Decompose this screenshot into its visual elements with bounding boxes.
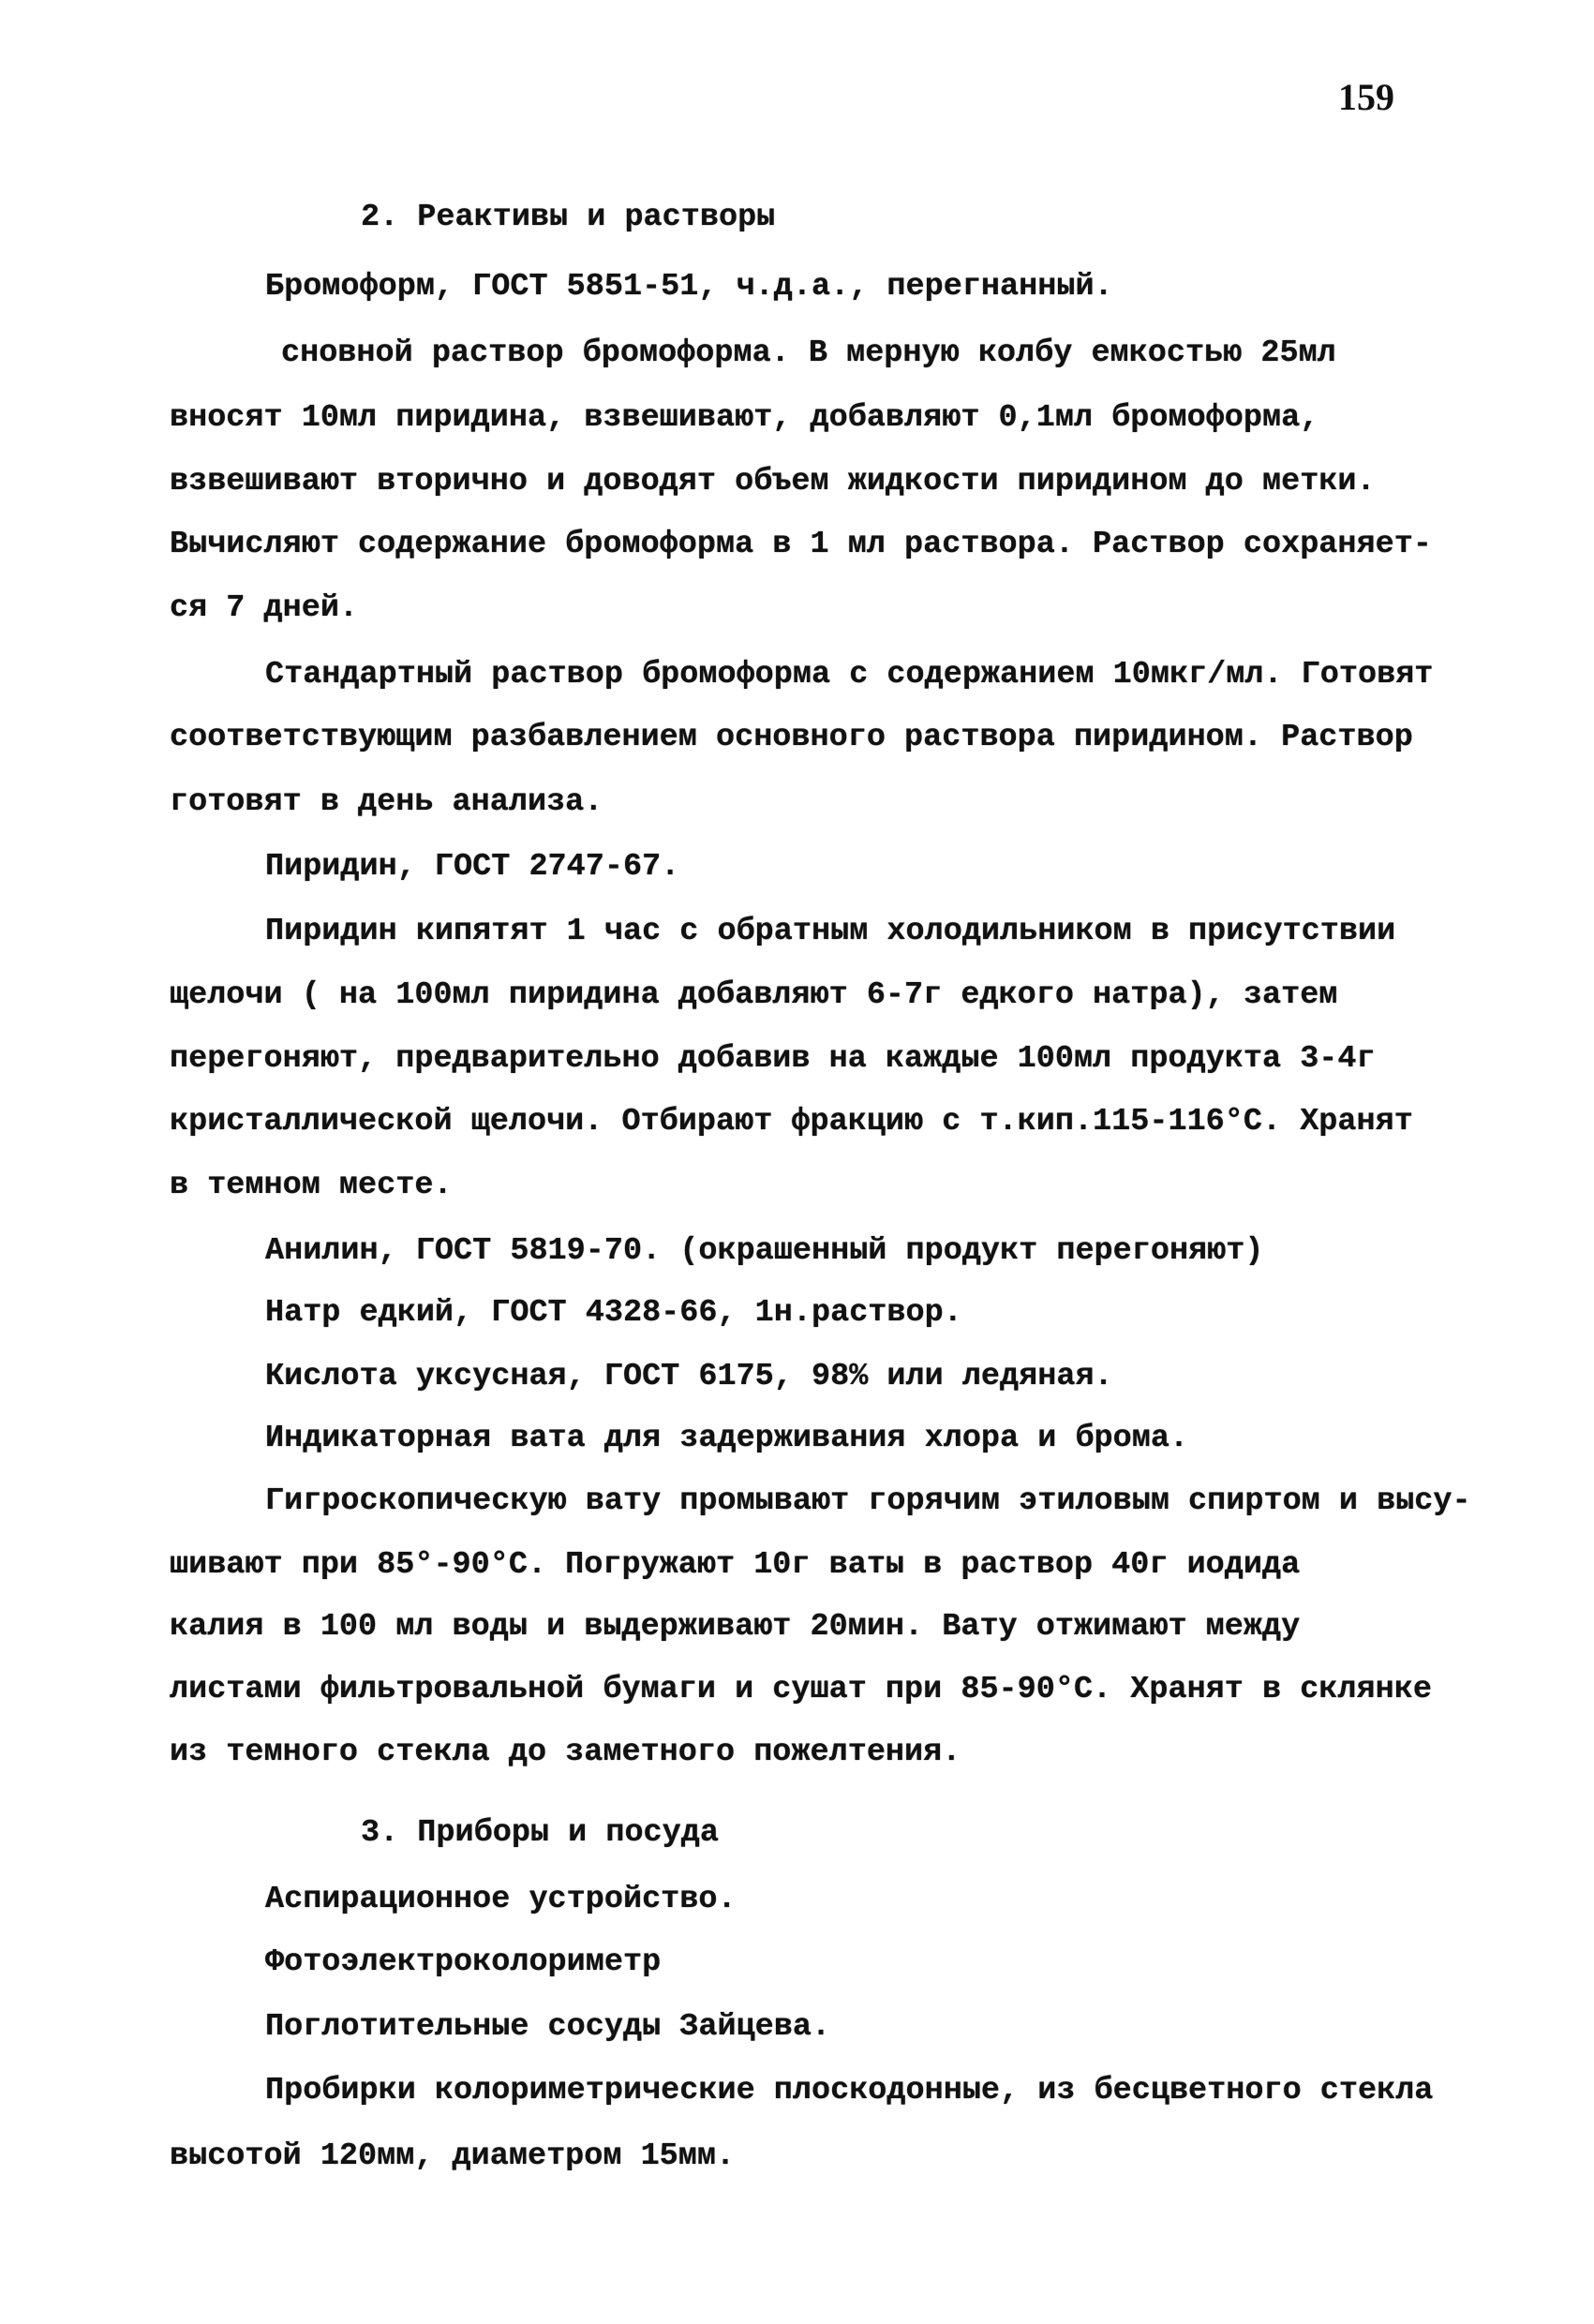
paragraph-line: Аспирационное устройство. [265, 1882, 737, 1917]
paragraph-line: высотой 120мм, диаметром 15мм. [170, 2138, 736, 2174]
paragraph-line: Поглотительные сосуды Зайцева. [265, 2009, 831, 2045]
paragraph-line: Гигроскопическую вату промывают горячим этиловым спиртом и высу- [265, 1483, 1471, 1519]
paragraph-line: шивают при 85°-90°С. Погружают 10г ваты в раствор 40г иодида [170, 1547, 1301, 1583]
paragraph-line: готовят в день анализа. [170, 784, 603, 820]
paragraph-line: сновной раствор бромоформа. В мерную колбу емкостью 25мл [281, 335, 1336, 371]
paragraph-line: в темном месте. [170, 1168, 453, 1203]
section-heading-reagents: 2. Реактивы и растворы [361, 200, 776, 235]
page-number: 159 [1338, 76, 1394, 118]
paragraph-line: калия в 100 мл воды и выдерживают 20мин. Вату отжимают между [170, 1609, 1301, 1645]
paragraph-line: Пробирки колориметрические плоскодонные, из бесцветного стекла [265, 2073, 1434, 2108]
paragraph-line: щелочи ( на 100мл пиридина добавляют 6-7г едкого натра), затем [170, 977, 1338, 1013]
paragraph-line: кристаллической щелочи. Отбирают фракцию с т.кип.115-116°С. Хранят [170, 1104, 1413, 1140]
paragraph-line: соответствующим разбавлением основного раствора пиридином. Раствор [170, 720, 1413, 755]
paragraph-line: Индикаторная вата для задерживания хлора и брома. [265, 1421, 1189, 1456]
paragraph-line: вносят 10мл пиридина, взвешивают, добавляют 0,1мл бромоформа, [170, 400, 1319, 436]
paragraph-line: из темного стекла до заметного пожелтения. [170, 1735, 961, 1770]
paragraph-line: Натр едкий, ГОСТ 4328-66, 1н.раствор. [265, 1295, 962, 1331]
paragraph-line: Кислота уксусная, ГОСТ 6175, 98% или ледяная. [265, 1359, 1113, 1394]
paragraph-line: Пиридин, ГОСТ 2747-67. [265, 849, 680, 885]
paragraph-line: Стандартный раствор бромоформа с содержанием 10мкг/мл. Готовят [265, 657, 1434, 693]
paragraph-line: Пиридин кипятят 1 час с обратным холодильником в присутствии [265, 914, 1396, 949]
paragraph-line: перегоняют, предварительно добавив на каждые 100мл продукта 3-4г [170, 1041, 1376, 1077]
paragraph-line: листами фильтровальной бумаги и сушат при 85-90°С. Хранят в склянке [170, 1672, 1432, 1707]
paragraph-line: Бромоформ, ГОСТ 5851-51, ч.д.а., перегнанный. [265, 269, 1113, 305]
paragraph-line: Анилин, ГОСТ 5819-70. (окрашенный продукт перегоняют) [265, 1233, 1264, 1269]
section-heading-equipment: 3. Приборы и посуда [361, 1815, 719, 1851]
paragraph-line: Фотоэлектроколориметр [265, 1944, 662, 1980]
paragraph-line: ся 7 дней. [170, 590, 359, 626]
paragraph-line: взвешивают вторично и доводят объем жидкости пиридином до метки. [170, 464, 1376, 499]
paragraph-line: Вычисляют содержание бромоформа в 1 мл раствора. Раствор сохраняет- [170, 527, 1432, 562]
